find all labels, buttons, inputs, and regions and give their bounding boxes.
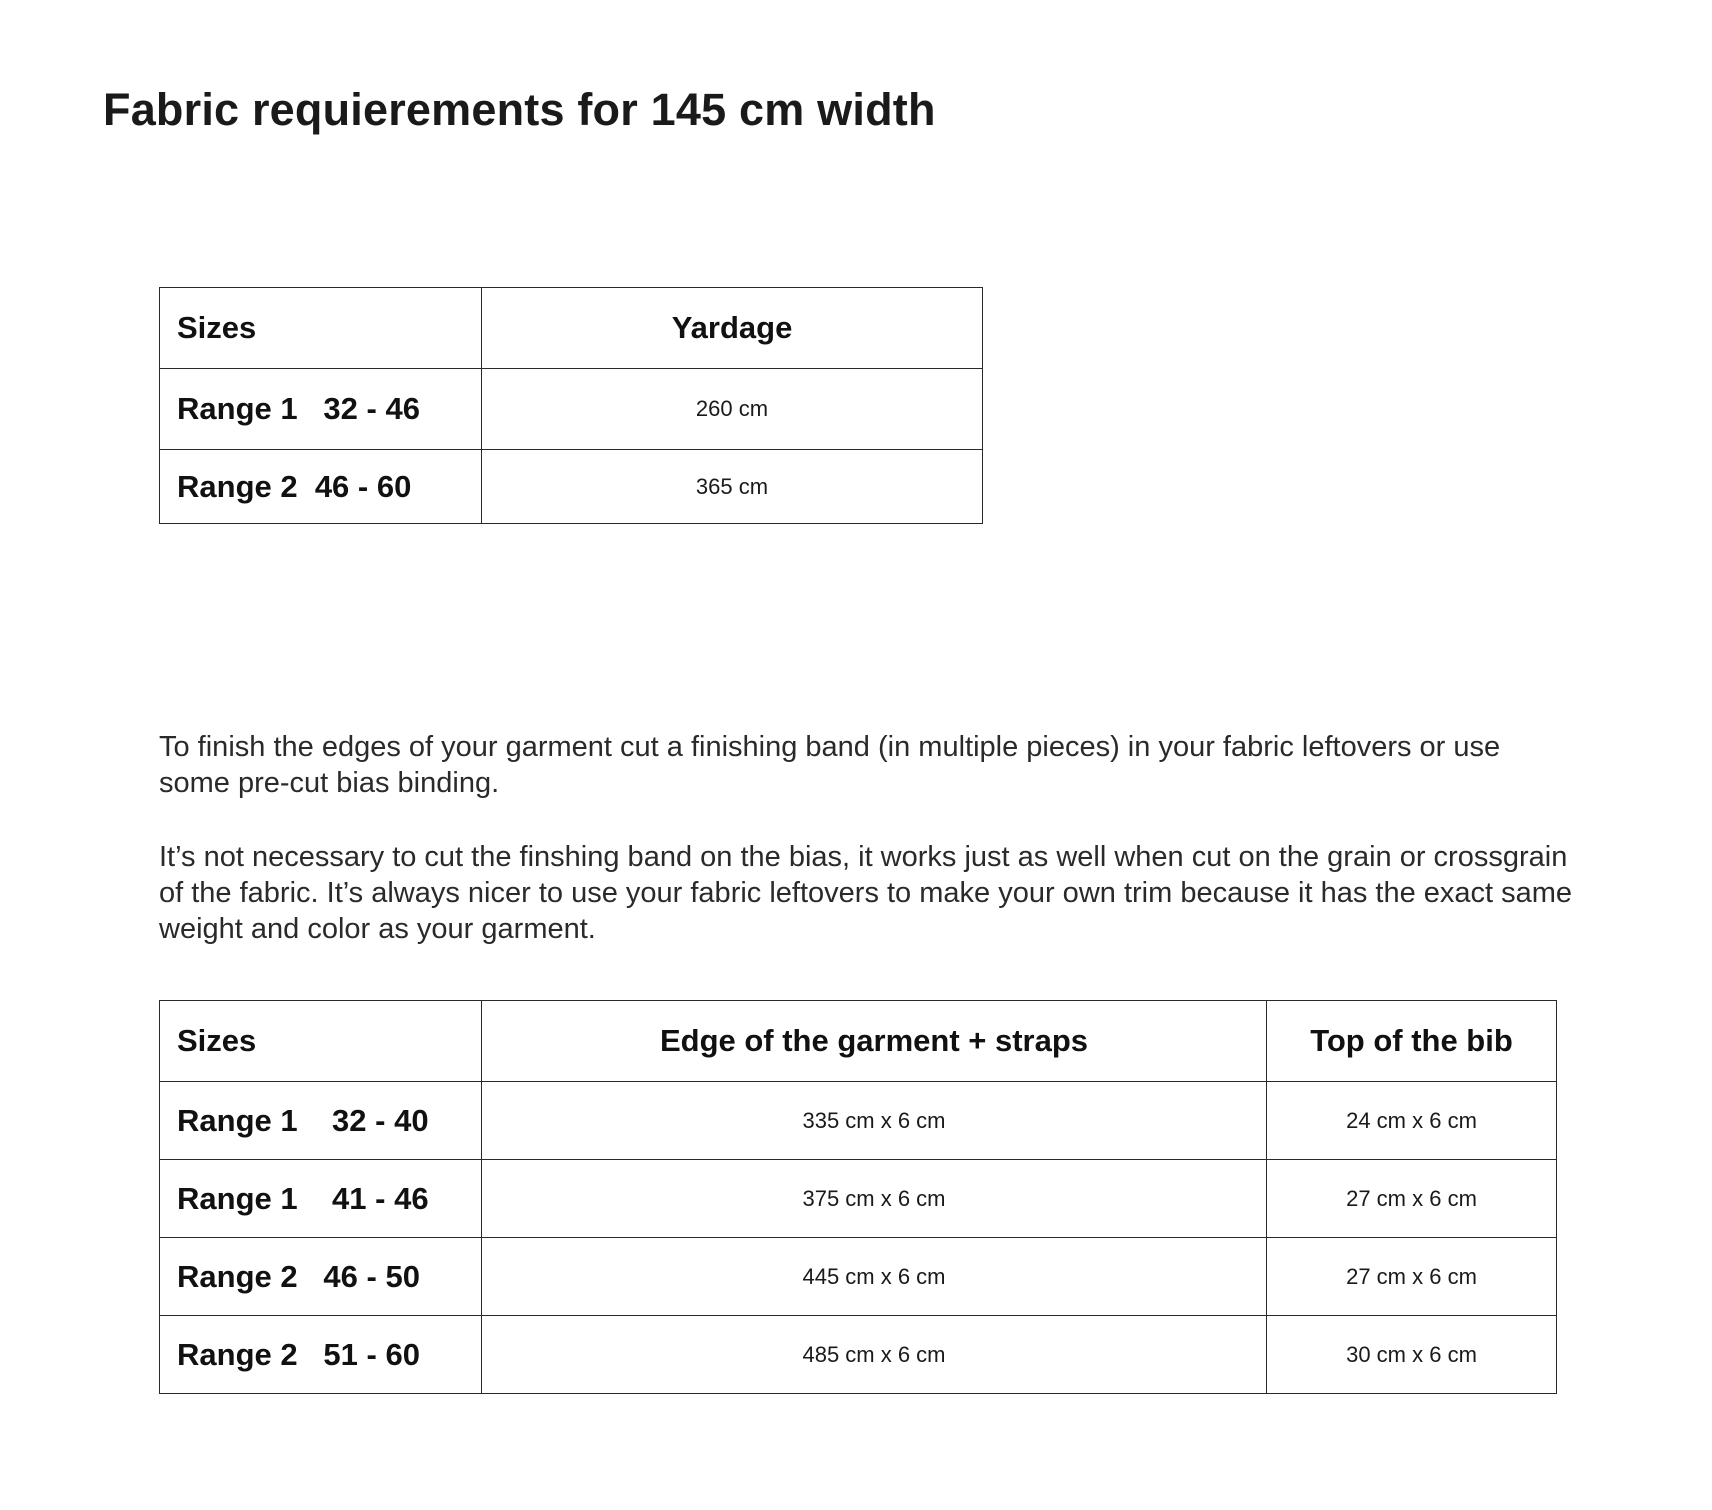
size-range-cell: Range 2 46 - 50 (160, 1238, 482, 1316)
finishing-band-table (159, 1000, 1557, 1394)
bias-note-paragraph: It’s not necessary to cut the finshing band on the bias, it works just as well when cut on the grain or crossgrain of the fabric. It’s always nicer to use your fabric leftovers to make your own trim because it has the exact same weight and color as your garment. (159, 841, 1573, 945)
size-range-cell: Range 2 51 - 60 (160, 1316, 482, 1394)
header-yardage: Yardage (482, 288, 983, 369)
header-top-bib: Top of the bib (1267, 1001, 1557, 1082)
size-range-cell: Range 1 32 - 46 (160, 369, 482, 450)
size-range-cell: Range 2 46 - 60 (160, 450, 482, 524)
table-row (160, 1160, 1557, 1238)
yardage-value: 260 cm (482, 369, 983, 450)
edge-value: 445 cm x 6 cm (482, 1238, 1267, 1316)
edge-value: 375 cm x 6 cm (482, 1160, 1267, 1238)
yardage-table (159, 287, 983, 524)
header-sizes: Sizes (160, 288, 482, 369)
size-range-cell: Range 1 32 - 40 (160, 1082, 482, 1160)
table-row (160, 450, 983, 524)
table-header-row (160, 1001, 1557, 1082)
bib-value: 30 cm x 6 cm (1267, 1316, 1557, 1394)
table-row (160, 369, 983, 450)
table-row (160, 1082, 1557, 1160)
table-row (160, 1316, 1557, 1394)
table-header-row (160, 288, 983, 369)
size-range-cell: Range 1 41 - 46 (160, 1160, 482, 1238)
edge-value: 485 cm x 6 cm (482, 1316, 1267, 1394)
bib-value: 24 cm x 6 cm (1267, 1082, 1557, 1160)
finishing-band-paragraph: To finish the edges of your garment cut a finishing band (in multiple pieces) in your fabric leftovers or use some pre-cut bias binding. (159, 731, 1501, 799)
page-title: Fabric requierements for 145 cm width (103, 84, 936, 135)
header-edge-straps: Edge of the garment + straps (482, 1001, 1267, 1082)
edge-value: 335 cm x 6 cm (482, 1082, 1267, 1160)
yardage-value: 365 cm (482, 450, 983, 524)
table-row (160, 1238, 1557, 1316)
bib-value: 27 cm x 6 cm (1267, 1238, 1557, 1316)
header-sizes: Sizes (160, 1001, 482, 1082)
bib-value: 27 cm x 6 cm (1267, 1160, 1557, 1238)
